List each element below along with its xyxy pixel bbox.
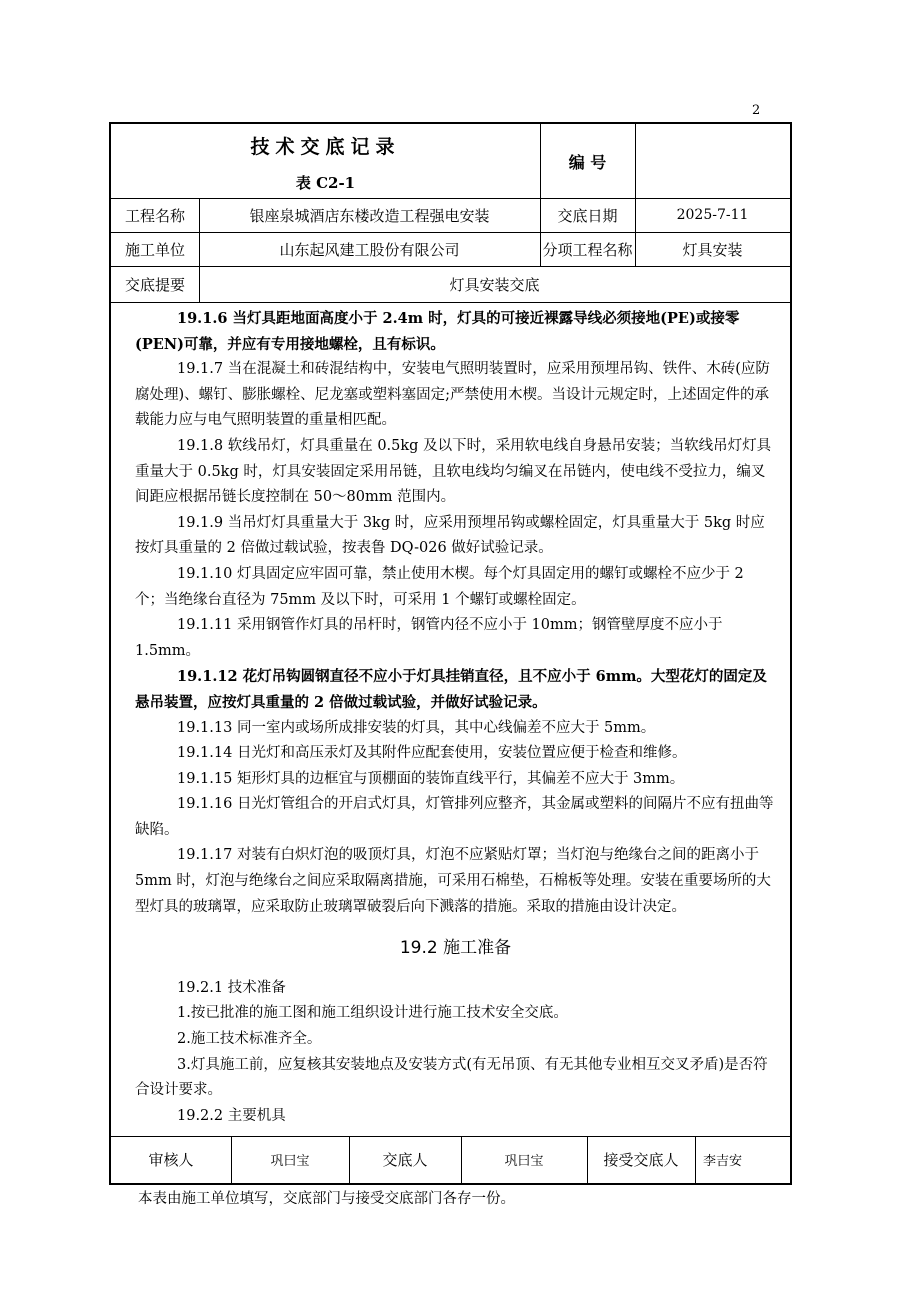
disclosure-date-label: 交底日期 <box>557 206 618 225</box>
receiver-label: 接受交底人 <box>603 1151 679 1169</box>
clause-19-1-14: 19.1.14 日光灯和高压汞灯及其附件应配套使用，安装位置应便于检查和维修。 <box>177 745 687 762</box>
prep-item-2: 2.施工技术标准齐全。 <box>177 1031 322 1048</box>
page-number: 2 <box>752 103 761 118</box>
construction-unit-label: 施工单位 <box>124 240 185 259</box>
form-code: 表 C2-1 <box>295 174 356 192</box>
footer-note: 本表由施工单位填写，交底部门与接受交底部门各存一份。 <box>138 1191 515 1207</box>
project-name-value: 银座泉城酒店东楼改造工程强电安装 <box>249 206 490 225</box>
disclosure-date-value: 2025-7-11 <box>676 207 749 223</box>
summary-label: 交底提要 <box>124 275 185 294</box>
summary-value: 灯具安装交底 <box>449 275 540 294</box>
reviewer-value: 巩曰宝 <box>270 1154 310 1169</box>
discloser-value: 巩曰宝 <box>504 1154 544 1169</box>
receiver-value: 李吉安 <box>703 1154 743 1169</box>
clause-19-1-13: 19.1.13 同一室内或场所成排安装的灯具，其中心线偏差不应大于 5mm。 <box>177 719 656 736</box>
construction-unit-value: 山东起风建工股份有限公司 <box>279 240 460 259</box>
number-label: 编 号 <box>568 152 607 172</box>
clause-19-1-15: 19.1.15 矩形灯具的边框宜与顶棚面的装饰直线平行，其偏差不应大于 3mm。 <box>177 770 685 787</box>
subproject-label: 分项工程名称 <box>542 240 633 259</box>
clause-19-1-12: 19.1.12 花灯吊钩圆钢直径不应小于灯具挂销直径，且不应小于 6mm。大型花灯的固定及悬吊装置，应按灯具重量的 2 倍做过载试验，并做好试验记录。 <box>135 668 767 711</box>
reviewer-label: 审核人 <box>148 1151 194 1169</box>
clause-19-2-1: 19.2.1 技术准备 <box>177 979 286 996</box>
clause-19-1-9: 19.1.9 当吊灯灯具重量大于 3kg 时，应采用预埋吊钩或螺栓固定，灯具重量大于 5kg 时应按灯具重量的 2 倍做过载试验，按表鲁 DQ-026 做好试验记录。 <box>135 514 765 557</box>
clause-19-1-8: 19.1.8 软线吊灯，灯具重量在 0.5kg 及以下时，采用软电线自身悬吊安装；当软线吊灯灯具重量大于 0.5kg 时，灯具安装固定采用吊链，且软电线均匀编叉在吊链内，使电线不受拉力，编叉间距应根据吊链长度控制在 50～80mm 范围内。 <box>135 437 772 506</box>
clause-19-2-2: 19.2.2 主要机具 <box>177 1107 286 1124</box>
prep-item-3: 3.灯具施工前，应复核其安装地点及安装方式(有无吊顶、有无其他专业相互交叉矛盾)是否符合设计要求。 <box>135 1056 768 1099</box>
clause-19-1-11: 19.1.11 采用钢管作灯具的吊杆时，钢管内径不应小于 10mm；钢管壁厚度不应小于 1.5mm。 <box>135 617 723 659</box>
clause-19-1-6: 19.1.6 当灯具距地面高度小于 2.4m 时，灯具的可接近裸露导线必须接地(PE)或接零(PEN)可靠，并应有专用接地螺栓，且有标识。 <box>135 310 740 353</box>
disclosure-form <box>109 122 792 1185</box>
discloser-label: 交底人 <box>382 1151 428 1169</box>
disclosure-content <box>111 304 790 1129</box>
clause-19-1-16: 19.1.16 日光灯管组合的开启式灯具，灯管排列应整齐，其金属或塑料的间隔片不应有扭曲等缺陷。 <box>135 796 774 838</box>
project-name-label: 工程名称 <box>124 206 185 225</box>
prep-item-1: 1.按已批准的施工图和施工组织设计进行施工技术安全交底。 <box>177 1005 568 1022</box>
clause-19-1-7: 19.1.7 当在混凝土和砖混结构中，安装电气照明装置时，应采用预埋吊钩、铁件、木砖(应防腐处理)、螺钉、膨胀螺栓、尼龙塞或塑料塞固定;严禁使用木楔。当设计元规定时，上述固定件的承载能力应与电气照明装置的重量相匹配。 <box>135 361 770 429</box>
section-title: 19.2 施工准备 <box>399 938 512 959</box>
form-title: 技术交底记录 <box>250 136 401 158</box>
subproject-value: 灯具安装 <box>682 240 743 259</box>
clause-19-1-10: 19.1.10 灯具固定应牢固可靠，禁止使用木楔。每个灯具固定用的螺钉或螺栓不应少于 2 个；当绝缘台直径为 75mm 及以下时，可采用 1 个螺钉或螺栓固定。 <box>135 565 744 608</box>
clause-19-1-17: 19.1.17 对装有白炽灯泡的吸顶灯具，灯泡不应紧贴灯罩；当灯泡与绝缘台之间的距离小于 5mm 时，灯泡与绝缘台之间应采取隔离措施，可采用石棉垫，石棉板等处理。安装在重要场所的大型灯具的玻璃罩，应采取防止玻璃罩破裂后向下溅落的措施。采取的措施由设计决定。 <box>135 847 771 915</box>
number-value <box>635 124 790 198</box>
